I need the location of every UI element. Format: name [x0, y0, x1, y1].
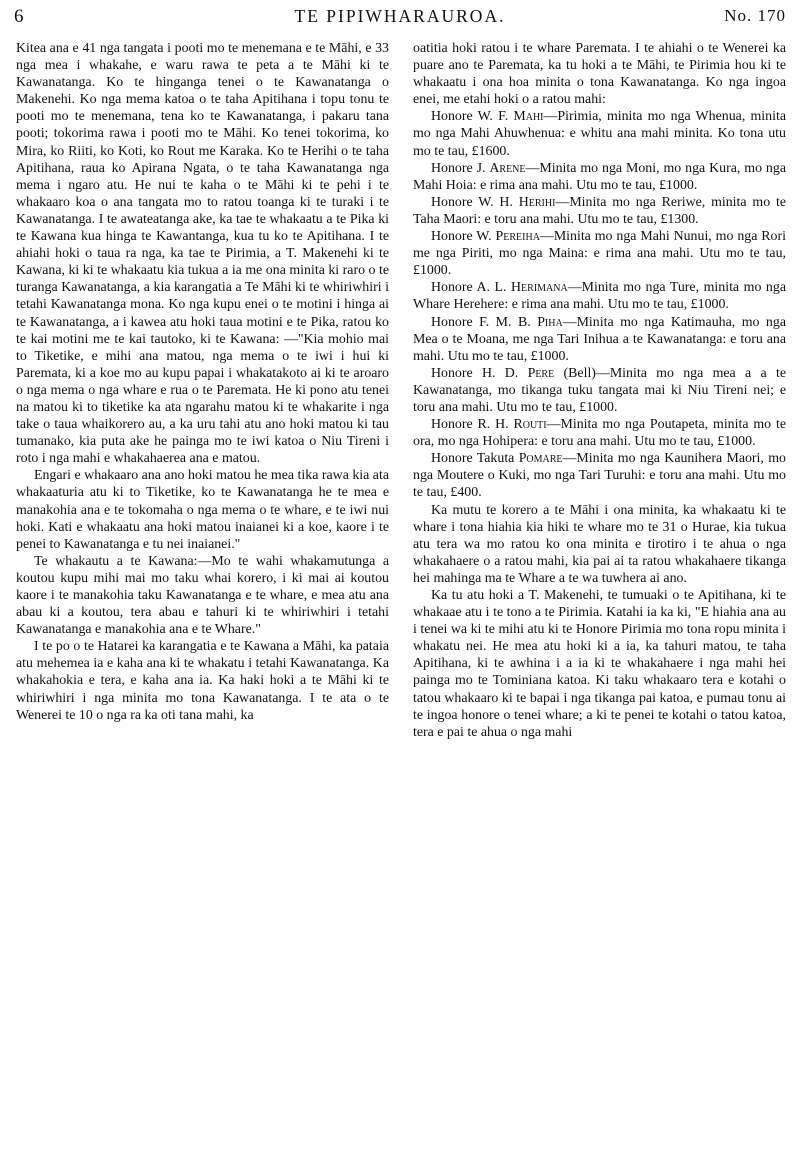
minister-entry	[413, 416, 786, 450]
minister-name: Pere	[527, 365, 555, 381]
minister-name: Piha	[537, 314, 563, 330]
minister-name: Mahi	[513, 109, 544, 125]
minister-entry	[413, 108, 786, 159]
minister-prefix: Honore H. D.	[431, 365, 519, 381]
paragraph: Ka mutu te korero a te Māhi i ona minita, ka whakaatu ki te whare i tona hiahia kia hiki te whare mo te 31 o Hurae, kia tukua atu tera wa mo ratou ko ona minita e tirotiro i te ahua o nga whakahaere o a ratou mahi, kia pai ai ta ratou whakahaere tikanga hei mahinga ma te Whare a te wa tuwhera ai ano.	[413, 502, 786, 586]
minister-prefix: Honore F. M. B.	[431, 314, 531, 330]
minister-entry	[413, 365, 786, 416]
paragraph: Kitea ana e 41 nga tangata i pooti mo te menemana e te Māhi, e 33 nga mea i whakahe, e waru rawa te peta a te Māhi ki te Kawanatanga. Ko te hinganga tenei o te Kawanatanga o Makenehi. Ko nga mema katoa o te taha Apitihana i topu tonu te pooti mo te menemana, tena ko te Kawanatanga, i pakaru tana pooti; tokorima rawa i pooti mo te Māhi. Ko tenei tokorima, ko Mira, ko Riiti, ko Koti, ko Rout me Karaka. Ko te Herihi o te taha Apitihana, raua ko Apirana Ngata, o te taha Kawanatanga nga mema i ngaro atu. He nui te kaha o te Māhi ki te pehi i te whakaaro koa o ana tangata mo to ratou toanga ki te turaki i te Kawanatanga. I te awateatanga ake, ka tae te whakaatu a te Pika ki te Kawana kua hinga te Kawantanga, kua tu ko te Apitihana. I te ahiahi hoki o taua ra nga, ka tae te Pirimia, a T. Makenehi ki te Kawana, ki ki te whakaatu kia tukua a ia me ona minita ki raro o te turanga Kawanatanga, a kia karangatia a Te Māhi ki te whiriwhiri i tetahi Kawanatanga mona. Ko nga kupu enei o te motini i hinga ai te Kawanatanga, a i kawea atu hoki taua motini e te Pika, ratou ko te kai motini me te kai tautoko, ki te Kawana: —"Kia mohio mai to Tiketike, e mihi ana matou, nga mema o te iwi i hui ki Paremata, ki a koe mo au kupu papai i whakatakoto ai ki te aroaro o nga mema o nga whare e rua o te Paremata. He ki pono atu tenei na matou ki to tiketike ka ata ngarahu matou ki te whakarite i nga take o taua whaikorero au, a ka uru tahi atu ano hoki matou ki tau tumanako, kia puta ake he painga mo te iwi katoa o Niu Tireni i roto i nga mahi e whakahaerea ana e matou.	[16, 41, 389, 467]
paragraph: Ka tu atu hoki a T. Makenehi, te tumuaki o te Apitihana, ki te whakaae atu i te tono a te Pirimia. Katahi ia ka ki, "E hiahia ana au i tenei wa ki te mihi atu ki te Honore Pirimia mo tona ropu minita i whakatu nei. He mea atu hoki ki a ia, ka tahuri matou, te taha Apitihana, ki te awhina i a ia ki te whakahaere i nga mahi hei painga mo te Tominiana katoa. Ki taku whakaaro tera e kotahi o tatou whakaaro ki te bapai i nga tikanga pai katoa, e pumau tonu ai te ingoa honore o tenei whare; a ki te penei te kotahi o tatou katoa, tera e pai te ahua o nga mahi	[413, 588, 786, 740]
minister-prefix: Honore W.	[431, 229, 492, 245]
page-header	[14, 6, 786, 32]
minister-portfolio: —Minita mo nga Moni, mo nga Kura, mo nga Mahi Hoia: e rima ana mahi. Utu mo te tau, £1000.	[413, 160, 786, 193]
minister-name: Routi	[513, 417, 547, 433]
minister-name: Arene	[489, 160, 526, 176]
minister-name: Pomare	[518, 451, 563, 467]
minister-portfolio: —Minita mo nga Poutapeta, minita mo te ora, mo nga Hohipera: e toru ana mahi. Utu mo te tau, £1000.	[413, 417, 786, 450]
paragraph: I te po o te Hatarei ka karangatia e te Kawana a Māhi, ka pataia atu mehemea ia e kaha ana ki te whakatu i tetahi Kawanatanga. Ka whakahokia e tera, e kaha ana ia. Ka haki hoki a te Māhi ki te whiriwhiri i nga minita mo tona Kawanatanga. I te ata o te Wenerei te 10 o nga ra ka oti tana mahi, ka	[16, 639, 389, 723]
minister-prefix: Honore A. L.	[431, 280, 507, 296]
minister-prefix: Honore R. H.	[431, 417, 509, 433]
minister-portfolio: —Minita mo nga Kaunihera Maori, mo nga Moutere o Kuki, mo nga Tari Turuhi: e toru ana mahi. Utu mo te tau, £400.	[413, 451, 786, 501]
minister-portfolio: —Minita mo nga Katimauha, mo nga Mea o te Moana, me nga Tari Inihua a te Kawanatanga: e toru ana mahi. Utu mo te tau, £1000.	[413, 314, 786, 364]
paragraph: Engari e whakaaro ana ano hoki matou he mea tika rawa kia ata whakaaturia atu ki to Tiketike, ko te Kawanatanga he te mea e manakohia ana e te tokomaha o nga mema o te whare, e te iwi nui hoki. Kati e whakaatu ana hoki matou inaianei ki a koe, kaore i te penei to Kawanatanga e tu nei inaianei."	[16, 468, 389, 552]
right-column	[413, 40, 786, 741]
minister-entry	[413, 279, 786, 313]
minister-prefix: Honore Takuta	[431, 451, 515, 467]
minister-portfolio: —Minita mo nga Reriwe, minita mo te Taha Maori: e toru ana mahi. Utu mo te tau, £1300.	[413, 194, 786, 227]
minister-name: Herimana	[511, 280, 568, 296]
publication-title: TE PIPIWHARAUROA.	[294, 6, 506, 26]
paragraph: Te whakautu a te Kawana:—Mo te wahi whakamutunga a koutou kupu mihi mai mo taku whai korero, i ki mai ai koutou kaore i te manakohia taku Kawanatanga e te whare, e mea atu ana abau ki a koutou, tera abau e tahuri ki te whiriwhiri i tetahi Kawanatanga e manakohia ana e te Whare."	[16, 553, 389, 638]
minister-portfolio: (Bell)—Minita mo nga mea a a te Kawanatanga, mo tikanga tuku tangata mai ki Niu Tireni nei; e toru ana mahi. Utu mo te tau, £1000.	[413, 365, 786, 415]
minister-entry	[413, 194, 786, 228]
minister-entry	[413, 160, 786, 194]
minister-portfolio: —Pirimia, minita mo nga Whenua, minita mo nga Mahi Ahuwhenua: e whitu ana mahi minita. Ko tona utu mo te tau, £1600.	[413, 109, 786, 159]
minister-prefix: Honore W. H.	[431, 194, 513, 210]
minister-entry	[413, 228, 786, 279]
left-column	[16, 40, 389, 724]
minister-entry	[413, 450, 786, 501]
page-number: 6	[14, 6, 24, 27]
minister-name: Pereiha	[495, 229, 540, 245]
minister-prefix: Honore J.	[431, 160, 486, 176]
minister-entry	[413, 314, 786, 365]
paragraph: oatitia hoki ratou i te whare Paremata. I te ahiahi o te Wenerei ka puare ano te Paremata, ka tu hoki a te Māhi, te Pirimia hou ki te whakaatu i ona hoa minita o tona Kawanatanga. Ko nga ingoa enei, me etahi hoki o a ratou mahi:	[413, 41, 786, 108]
issue-number: No. 170	[724, 6, 786, 25]
minister-name: Herihi	[518, 194, 556, 210]
minister-portfolio: —Minita mo nga Ture, minita mo nga Whare Herehere: e rima ana mahi. Utu mo te tau, £1000.	[413, 280, 786, 313]
minister-prefix: Honore W. F.	[431, 109, 509, 125]
minister-portfolio: —Minita mo nga Mahi Nunui, mo nga Rori me nga Piriti, mo nga Maina: e rima ana mahi. Utu mo te tau, £1000.	[413, 229, 786, 279]
